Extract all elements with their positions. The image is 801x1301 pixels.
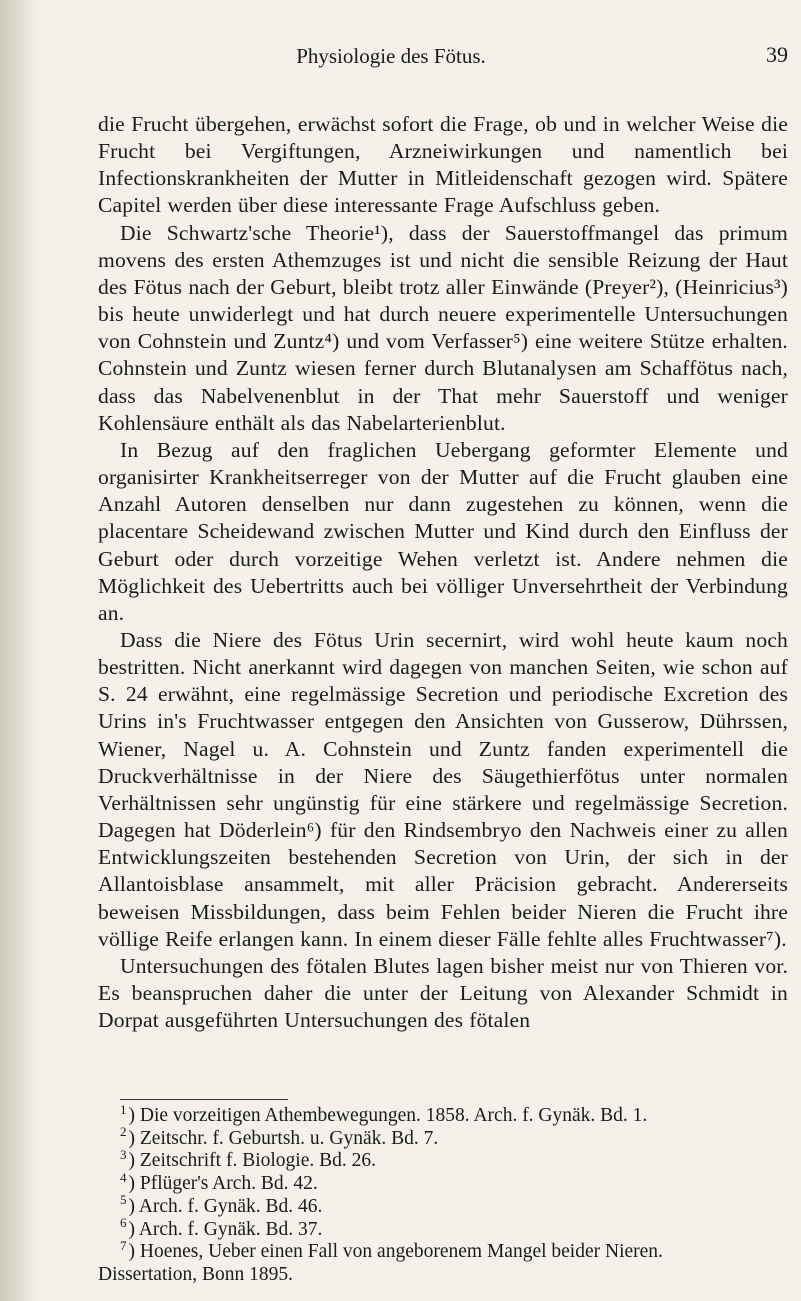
- paragraph-1: die Frucht übergehen, erwächst sofort die Frage, ob und in welcher Weise die Frucht bei Vergiftungen, Arzneiwirkungen und namentlich bei Infectionskrankheiten der Mutter in Mitleidenschaft gezogen wird. Spätere Capitel werden über diese interessante Frage Aufschluss geben.: [98, 112, 788, 218]
- footnote-2: $^2$ ) Zeitschr. f. Geburtsh. u. Gynäk. Bd. 7.: [120, 1124, 439, 1149]
- paragraph-3: In Bezug auf den fraglichen Uebergang geformter Elemente und organisirter Krankheitserreger von der Mutter auf die Frucht glauben eine Anzahl Autoren denselben nur dann zugestehen zu können, wenn die placentare Scheidewand zwischen Mutter und Kind durch den Einfluss der Geburt oder durch vorzeitige Wehen verletzt ist. Andere nehmen die Möglichkeit des Uebertritts auch bei völliger Unversehrtheit der Verbindung an.: [98, 437, 788, 625]
- page-number: 39: [766, 42, 788, 67]
- footnote-marker: 6: [120, 1215, 127, 1231]
- footnote-marker: 4: [120, 1169, 127, 1185]
- paragraph-4: Dass die Niere des Fötus Urin secernirt, wird wohl heute kaum noch bestritten. Nicht anerkannt wird dagegen von manchen Seiten, wie schon auf S. 24 erwähnt, eine regelmässige Secretion und periodische Excretion des Urins in's Fruchtwasser entgegen den Ansichten von Gusserow, Dührssen, Wiener, Nagel u. A. Cohnstein und Zuntz fanden experimentell die Druckverhältnisse in der Niere des Säugethierfötus unter normalen Verhältnissen sehr ungünstig für eine stärkere und regelmässige Secretion. Dagegen hat Döderlein⁶) für den Rindsembryo den Nachweis einer zu allen Entwicklungszeiten bestehenden Secretion von Urin, der sich in der Allantoisblase ansammelt, mit aller Präcision gebracht. Andererseits beweisen Missbildungen, dass beim Fehlen beider Nieren die Frucht ihre völlige Reife erlangen kann. In einem dieser Fälle fehlte alles Fruchtwasser⁷).: [98, 627, 788, 951]
- footnotes: [98, 1099, 788, 1287]
- footnote-text: Arch. f. Gynäk. Bd. 46.: [138, 1195, 323, 1217]
- running-head-title: Physiologie des Fötus.: [296, 44, 486, 68]
- footnote-text: Arch. f. Gynäk. Bd. 37.: [138, 1218, 323, 1240]
- footnote-3: $^3$ ) Zeitschrift f. Biologie. Bd. 26.: [120, 1146, 377, 1172]
- body-text: [98, 111, 788, 1034]
- footnote-marker: 5: [120, 1192, 127, 1208]
- footnote-text: Zeitschrift f. Biologie. Bd. 26.: [139, 1150, 377, 1172]
- footnote-marker: 2: [120, 1124, 127, 1140]
- footnote-5: $^5$ ) Arch. f. Gynäk. Bd. 46.: [120, 1192, 323, 1217]
- footnote-text: Hoenes, Ueber einen Fall von angeborenem Mangel beider Nieren.: [139, 1241, 663, 1263]
- footnote-7: $^7$ ) Hoenes, Ueber einen Fall von angeborenem Mangel beider Nieren.: [120, 1237, 663, 1263]
- paragraph-5: Untersuchungen des fötalen Blutes lagen bisher meist nur von Thieren vor. Es beanspruchen daher die unter der Leitung von Alexander Schmidt in Dorpat ausgeführten Untersuchungen des fötalen: [98, 953, 788, 1033]
- footnote-6: $^6$ ) Arch. f. Gynäk. Bd. 37.: [120, 1215, 323, 1240]
- footnote-4: $^4$ ) Pflüger's Arch. Bd. 42.: [120, 1169, 318, 1195]
- footnote-text: Zeitschr. f. Geburtsh. u. Gynäk. Bd. 7.: [139, 1127, 439, 1149]
- footnote-marker: 1: [120, 1101, 127, 1117]
- footnote-marker: 3: [120, 1146, 127, 1162]
- footnote-text: Die vorzeitigen Athembewegungen. 1858. Arch. f. Gynäk. Bd. 1.: [139, 1105, 648, 1126]
- footnote-1: $^1$ ) Die vorzeitigen Athembewegungen. 1858. Arch. f. Gynäk. Bd. 1.: [120, 1101, 648, 1126]
- paragraph-2: Die Schwartz'sche Theorie¹), dass der Sauerstoffmangel das primum movens des ersten Athemzuges ist und nicht die sensible Reizung der Haut des Fötus nach der Geburt, bleibt trotz aller Einwände (Preyer²), (Heinricius³) bis heute unwiderlegt und hat durch neuere experimentelle Untersuchungen von Cohnstein und Zuntz⁴) und vom Verfasser⁵) eine weitere Stütze erhalten. Cohnstein und Zuntz wiesen ferner durch Blutanalysen am Schaffötus nach, dass das Nabelvenenblut in der That mehr Sauerstoff und weniger Kohlensäure enthält als das Nabelarterienblut.: [98, 220, 788, 435]
- footnote-rule: [120, 1099, 288, 1100]
- footnote-text: Pflüger's Arch. Bd. 42.: [139, 1173, 318, 1195]
- book-binding-shadow: [0, 0, 38, 1301]
- running-head: [98, 42, 788, 72]
- footnote-marker: 7: [120, 1237, 127, 1253]
- book-page: [98, 0, 788, 1301]
- footnote-continuation: Dissertation, Bonn 1895.: [98, 1263, 293, 1285]
